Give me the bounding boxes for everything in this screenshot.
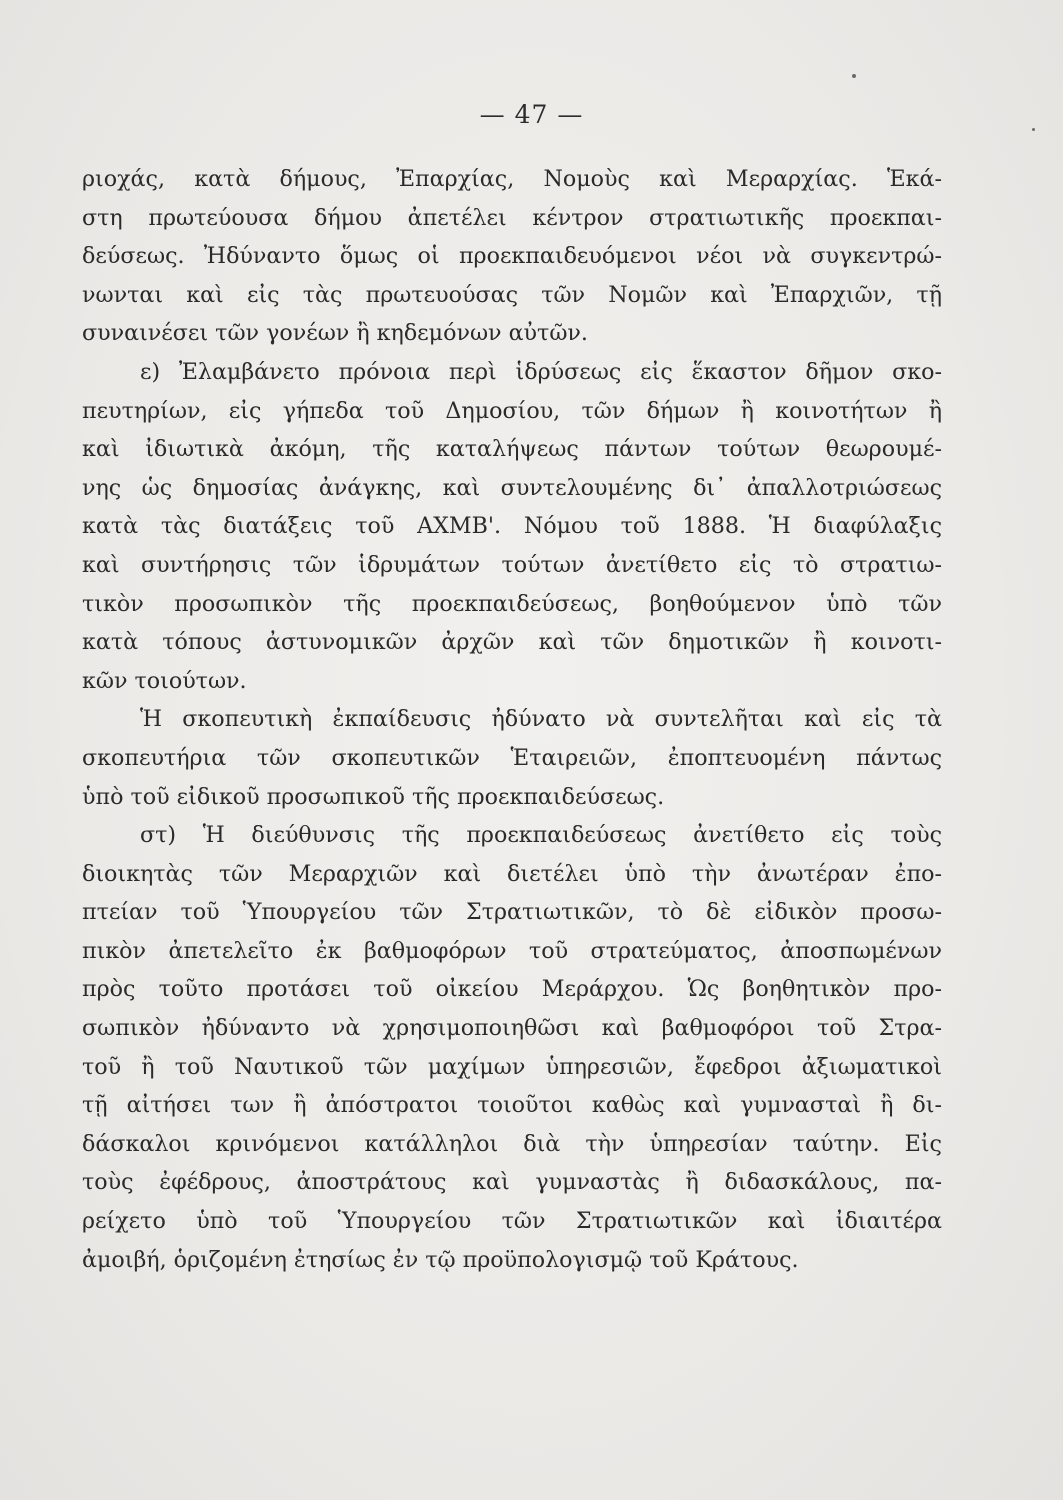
text-line: τικὸν προσωπικὸν τῆς προεκπαιδεύσεως, βοηθούμενον ὑπὸ τῶν	[82, 590, 942, 617]
text-line: ἀμοιβή, ὁριζομένη ἐτησίως ἐν τῷ προϋπολογισμῷ τοῦ Κράτους.	[82, 1246, 799, 1273]
text-line: πικὸν ἀπετελεῖτο ἐκ βαθμοφόρων τοῦ στρατεύματος, ἀποσπωμένων	[82, 937, 942, 964]
text-line: κατὰ τόπους ἀστυνομικῶν ἀρχῶν καὶ τῶν δημοτικῶν ἢ κοινοτι-	[82, 629, 942, 656]
text-line: κατὰ τὰς διατάξεις τοῦ ΑΧΜΒ'. Νόμου τοῦ 1888. Ἡ διαφύλαξις	[82, 513, 942, 540]
text-line: ριοχάς, κατὰ δήμους, Ἐπαρχίας, Νομοὺς καὶ Μεραρχίας. Ἑκά-	[82, 166, 942, 192]
text-line: δάσκαλοι κρινόμενοι κατάλληλοι διὰ τὴν ὑπηρεσίαν ταύτην. Εἰς	[82, 1130, 942, 1157]
text-line: πτείαν τοῦ Ὑπουργείου τῶν Στρατιωτικῶν, τὸ δὲ εἰδικὸν προσω-	[82, 899, 942, 926]
page-number: — 47 —	[479, 100, 584, 129]
text-line: νης ὡς δημοσίας ἀνάγκης, καὶ συντελουμένης δι᾽ ἀπαλλοτριώσεως	[82, 474, 942, 501]
text-line: τοὺς ἐφέδρους, ἀποστράτους καὶ γυμναστὰς ἢ διδασκάλους, πα-	[82, 1169, 942, 1196]
text-line: πρὸς τοῦτο προτάσει τοῦ οἰκείου Μεράρχου. Ὡς βοηθητικὸν προ-	[82, 976, 942, 1003]
text-line: Ἡ σκοπευτικὴ ἐκπαίδευσις ἠδύνατο νὰ συντελῆται καὶ εἰς τὰ	[140, 706, 942, 733]
text-line: σωπικὸν ἠδύναντο νὰ χρησιμοποιηθῶσι καὶ βαθμοφόροι τοῦ Στρα-	[82, 1015, 942, 1042]
text-line: πευτηρίων, εἰς γήπεδα τοῦ Δημοσίου, τῶν δήμων ἢ κοινοτήτων ἢ	[82, 397, 942, 424]
text-line: καὶ ἰδιωτικὰ ἀκόμη, τῆς καταλήψεως πάντων τούτων θεωρουμέ-	[82, 436, 942, 463]
text-line: διοικητὰς τῶν Μεραρχιῶν καὶ διετέλει ὑπὸ τὴν ἀνωτέραν ἐπο-	[82, 860, 942, 887]
text-line: κῶν τοιούτων.	[82, 667, 247, 694]
text-line: τῇ αἰτήσει των ἢ ἀπόστρατοι τοιοῦτοι καθὼς καὶ γυμνασταὶ ἢ δι-	[82, 1092, 942, 1119]
text-line: ε) Ἐλαμβάνετο πρόνοια περὶ ἱδρύσεως εἰς ἕκαστον δῆμον σκο-	[140, 358, 942, 385]
paper-speck	[852, 74, 856, 78]
text-line: ὑπὸ τοῦ εἰδικοῦ προσωπικοῦ τῆς προεκπαιδεύσεως.	[82, 783, 665, 810]
text-line: ρείχετο ὑπὸ τοῦ Ὑπουργείου τῶν Στρατιωτικῶν καὶ ἰδιαιτέρα	[82, 1208, 942, 1235]
text-line: δεύσεως. Ἠδύναντο ὅμως οἱ προεκπαιδευόμενοι νέοι νὰ συγκεντρώ-	[82, 243, 942, 270]
text-line: συναινέσει τῶν γονέων ἢ κηδεμόνων αὐτῶν.	[82, 320, 588, 347]
text-line: καὶ συντήρησις τῶν ἱδρυμάτων τούτων ἀνετίθετο εἰς τὸ στρατιω-	[82, 551, 942, 578]
text-line: τοῦ ἢ τοῦ Ναυτικοῦ τῶν μαχίμων ὑπηρεσιῶν, ἔφεδροι ἀξιωματικοὶ	[82, 1053, 942, 1080]
text-line: νωνται καὶ εἰς τὰς πρωτευούσας τῶν Νομῶν καὶ Ἐπαρχιῶν, τῇ	[82, 281, 942, 308]
text-line: στ) Ἡ διεύθυνσις τῆς προεκπαιδεύσεως ἀνετίθετο εἰς τοὺς	[140, 822, 942, 849]
text-line: σκοπευτήρια τῶν σκοπευτικῶν Ἑταιρειῶν, ἐποπτευομένη πάντως	[82, 744, 942, 771]
body-text	[82, 160, 942, 1279]
text-line: στη πρωτεύουσα δήμου ἀπετέλει κέντρον στρατιωτικῆς προεκπαι-	[82, 204, 942, 231]
